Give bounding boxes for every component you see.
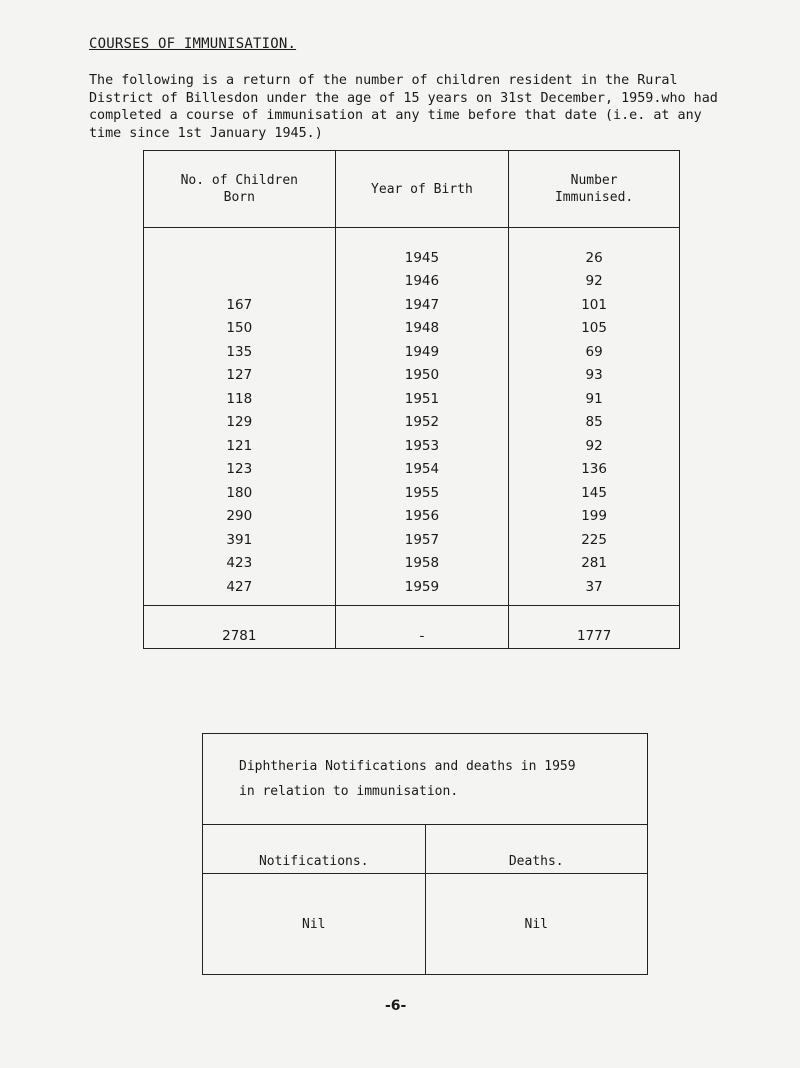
- number-immunised-cell: 136: [509, 458, 680, 482]
- table-row: [144, 552, 680, 576]
- year-of-birth-cell: 1953: [335, 434, 509, 458]
- year-of-birth-cell: 1947: [335, 293, 509, 317]
- year-of-birth-cell: 1954: [335, 458, 509, 482]
- deaths-value: Nil: [425, 874, 648, 975]
- children-born-cell: [144, 228, 336, 270]
- children-born-cell: 123: [144, 458, 336, 482]
- deaths-header: Deaths.: [425, 825, 648, 874]
- children-born-cell: 118: [144, 387, 336, 411]
- children-born-cell: 167: [144, 293, 336, 317]
- table-row: [144, 340, 680, 364]
- number-immunised-cell: 92: [509, 434, 680, 458]
- table-row: [144, 364, 680, 388]
- children-born-cell: 180: [144, 481, 336, 505]
- page-number: -6-: [385, 998, 407, 1014]
- notifications-value: Nil: [203, 874, 426, 975]
- total-children-born: 2781: [144, 605, 336, 648]
- table-header-row: [144, 151, 680, 228]
- children-born-cell: 290: [144, 505, 336, 529]
- year-of-birth-cell: 1955: [335, 481, 509, 505]
- number-immunised-cell: 92: [509, 270, 680, 294]
- table-row: [144, 411, 680, 435]
- number-immunised-cell: 69: [509, 340, 680, 364]
- table-row: [144, 387, 680, 411]
- header-year-of-birth: Year of Birth: [335, 151, 509, 228]
- table-row: [144, 317, 680, 341]
- number-immunised-cell: 93: [509, 364, 680, 388]
- year-of-birth-cell: 1945: [335, 228, 509, 270]
- number-immunised-cell: 199: [509, 505, 680, 529]
- number-immunised-cell: 26: [509, 228, 680, 270]
- year-of-birth-cell: 1956: [335, 505, 509, 529]
- number-immunised-cell: 281: [509, 552, 680, 576]
- year-of-birth-cell: 1946: [335, 270, 509, 294]
- table-row: [144, 434, 680, 458]
- number-immunised-cell: 101: [509, 293, 680, 317]
- children-born-cell: 129: [144, 411, 336, 435]
- year-of-birth-cell: 1951: [335, 387, 509, 411]
- diphtheria-table: [202, 733, 648, 975]
- number-immunised-cell: 225: [509, 528, 680, 552]
- children-born-cell: 127: [144, 364, 336, 388]
- number-immunised-cell: 85: [509, 411, 680, 435]
- table-row: [144, 505, 680, 529]
- number-immunised-cell: 37: [509, 575, 680, 605]
- children-born-cell: 135: [144, 340, 336, 364]
- number-immunised-cell: 105: [509, 317, 680, 341]
- year-of-birth-cell: 1949: [335, 340, 509, 364]
- table-row: [144, 270, 680, 294]
- children-born-cell: 427: [144, 575, 336, 605]
- children-born-cell: 121: [144, 434, 336, 458]
- year-of-birth-cell: 1952: [335, 411, 509, 435]
- number-immunised-cell: 91: [509, 387, 680, 411]
- number-immunised-cell: 145: [509, 481, 680, 505]
- diphtheria-title-line2: in relation to immunisation.: [239, 784, 459, 799]
- total-year: -: [335, 605, 509, 648]
- table-row: [144, 575, 680, 605]
- notifications-header: Notifications.: [203, 825, 426, 874]
- totals-row: [144, 605, 680, 648]
- table-row: [144, 293, 680, 317]
- children-born-cell: 150: [144, 317, 336, 341]
- total-immunised: 1777: [509, 605, 680, 648]
- table-row: [144, 228, 680, 270]
- table-row: [144, 528, 680, 552]
- header-number-immunised: Number Immunised.: [509, 151, 680, 228]
- year-of-birth-cell: 1950: [335, 364, 509, 388]
- children-born-cell: 391: [144, 528, 336, 552]
- year-of-birth-cell: 1957: [335, 528, 509, 552]
- year-of-birth-cell: 1958: [335, 552, 509, 576]
- table-row: [144, 481, 680, 505]
- year-of-birth-cell: 1948: [335, 317, 509, 341]
- year-of-birth-cell: 1959: [335, 575, 509, 605]
- diphtheria-title-line1: Diphtheria Notifications and deaths in 1959: [239, 759, 576, 774]
- intro-paragraph: The following is a return of the number of children resident in the Rural District of Billesdon under the age of 15 years on 31st December, 1959.who had completed a course of immunisation at any time before that date (i.e. at any time since 1st January 1945.): [89, 73, 718, 141]
- children-born-cell: 423: [144, 552, 336, 576]
- header-children-born: No. of Children Born: [144, 151, 336, 228]
- children-born-cell: [144, 270, 336, 294]
- page-heading: COURSES OF IMMUNISATION.: [89, 36, 297, 52]
- diphtheria-title: [203, 734, 648, 825]
- immunisation-table: [143, 150, 680, 649]
- table-row: [144, 458, 680, 482]
